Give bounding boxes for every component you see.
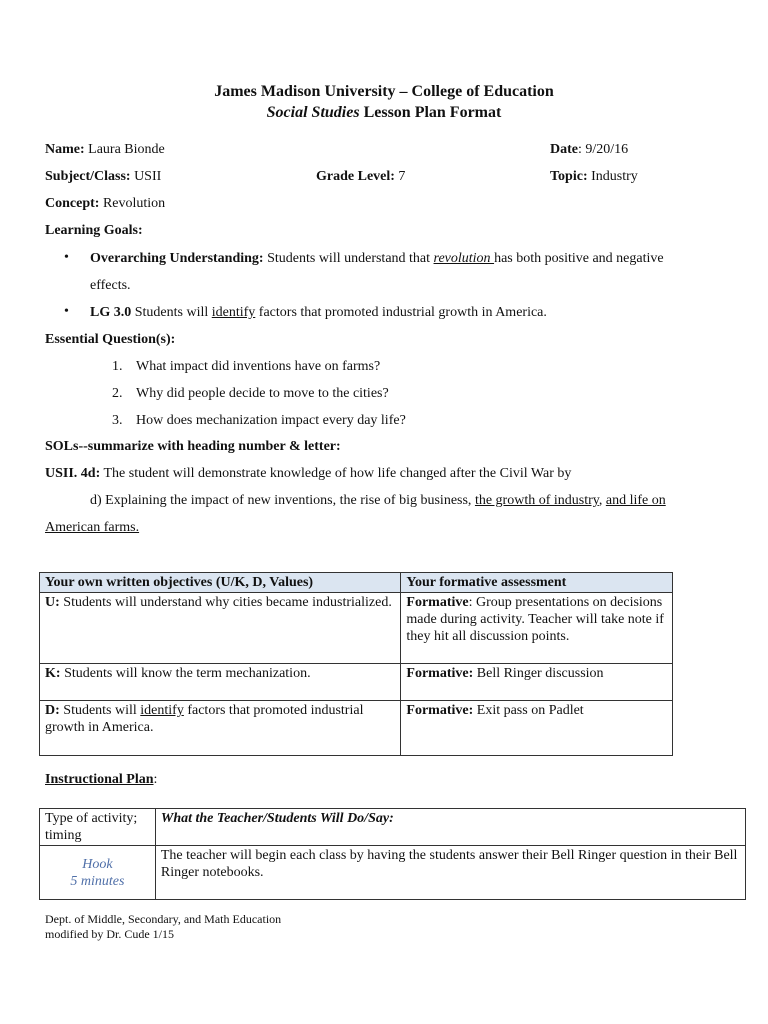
bullet-icon: • [64, 304, 69, 319]
assessment-text: Bell Ringer discussion [473, 666, 604, 681]
instructional-plan-heading [45, 772, 157, 788]
question-number: 2. [112, 386, 123, 401]
objective-label: U: [45, 595, 60, 610]
instructional-plan-colon: : [153, 772, 158, 787]
instructional-plan-title: Instructional Plan [45, 772, 154, 787]
learning-goals-heading: Learning Goals: [45, 223, 143, 238]
assessment-label: Formative [406, 595, 469, 610]
assessment-text: Exit pass on Padlet [473, 703, 584, 718]
hook-timing: 5 minutes [70, 873, 125, 889]
objective-text: Students will understand why cities became industrialized. [59, 595, 392, 610]
overarching-understanding [90, 251, 664, 267]
question-item [112, 359, 381, 375]
topic-field [550, 169, 638, 185]
overarching-continuation: effects. [90, 278, 131, 293]
lg-emphasis: identify [211, 305, 256, 320]
question-item [112, 413, 406, 429]
grade-value: 7 [394, 169, 406, 184]
objective-label: K: [45, 666, 61, 681]
hook-description-cell: The teacher will begin each class by having the students answer their Bell Ringer question in their Bell Ringer notebooks. [155, 846, 745, 900]
objective-text-end: factors that promoted industrial growth in America. [45, 703, 364, 735]
concept-label: Concept: [45, 196, 100, 211]
subject-field [45, 169, 161, 185]
table-row [40, 701, 673, 756]
instructional-plan-table [39, 808, 746, 900]
sol-subpoint-continuation: American farms. [45, 520, 140, 535]
objectives-column-header: Your own written objectives (U/K, D, Values) [40, 573, 401, 593]
objective-cell [40, 664, 401, 701]
assessment-text: : Group presentations on decisions made during activity. Teacher will take note if they hit all discussion points. [406, 595, 664, 644]
sol-d-underline-1: the growth of industry [474, 493, 599, 508]
activity-type-header: Type of activity; timing [40, 809, 156, 846]
name-label: Name: [45, 142, 85, 157]
question-text: Why did people decide to move to the cities? [136, 386, 389, 401]
sol-code: USII. 4d: [45, 466, 101, 481]
overarching-label: Overarching Understanding: [90, 251, 264, 266]
objective-cell [40, 701, 401, 756]
concept-value: Revolution [99, 196, 166, 211]
subtitle-italic: Social Studies [266, 104, 360, 121]
objective-label: D: [45, 703, 60, 718]
lg-text: Students will [131, 305, 212, 320]
subtitle-rest: Lesson Plan Format [359, 104, 502, 121]
sols-heading: SOLs--summarize with heading number & letter: [45, 439, 341, 454]
footer-modified: modified by Dr. Cude 1/15 [45, 927, 174, 941]
objectives-table [39, 572, 673, 756]
objective-cell [40, 593, 401, 664]
date-field [550, 142, 628, 158]
lg-label: LG 3.0 [90, 305, 132, 320]
assessment-cell [401, 701, 673, 756]
subject-label: Subject/Class: [45, 169, 131, 184]
teacher-students-header: What the Teacher/Students Will Do/Say: [155, 809, 745, 846]
assessment-label: Formative: [406, 666, 474, 681]
assessment-cell [401, 664, 673, 701]
sol-d-underline-2: and life on [605, 493, 666, 508]
grade-field [316, 169, 405, 185]
table-row [40, 846, 746, 900]
table-row [40, 664, 673, 701]
assessment-label: Formative: [406, 703, 474, 718]
table-header-row [40, 809, 746, 846]
assessment-cell [401, 593, 673, 664]
objective-emphasis: identify [140, 703, 184, 718]
sol-d-text: d) Explaining the impact of new inventions, the rise of big business, [90, 493, 475, 508]
concept-field [45, 196, 165, 212]
page-subtitle [0, 104, 768, 122]
hook-activity-cell [40, 846, 156, 900]
question-number: 3. [112, 413, 123, 428]
assessment-column-header: Your formative assessment [401, 573, 673, 593]
sol-subpoint-d [90, 493, 666, 509]
bullet-icon: • [64, 250, 69, 265]
learning-goal-3 [90, 305, 547, 321]
question-text: How does mechanization impact every day life? [136, 413, 406, 428]
date-label: Date [550, 142, 578, 157]
table-row [40, 593, 673, 664]
lg-text-end: factors that promoted industrial growth in America. [255, 305, 547, 320]
topic-value: Industry [587, 169, 638, 184]
footer-department: Dept. of Middle, Secondary, and Math Education [45, 912, 282, 926]
sol-statement [45, 466, 571, 482]
question-number: 1. [112, 359, 123, 374]
topic-label: Topic: [550, 169, 588, 184]
name-field [45, 142, 165, 158]
sol-d-separator: , [598, 493, 606, 508]
grade-label: Grade Level: [316, 169, 395, 184]
sol-text: The student will demonstrate knowledge of how life changed after the Civil War by [100, 466, 572, 481]
name-value: Laura Bionde [84, 142, 165, 157]
essential-questions-heading: Essential Question(s): [45, 332, 176, 347]
date-value: : 9/20/16 [578, 142, 629, 157]
question-item [112, 386, 389, 402]
page-title: James Madison University – College of Education [214, 83, 554, 100]
objective-text: Students will know the term mechanization. [60, 666, 311, 681]
overarching-text: Students will understand that [263, 251, 434, 266]
question-text: What impact did inventions have on farms? [136, 359, 381, 374]
overarching-text-end: has both positive and negative [494, 251, 664, 266]
hook-label: Hook [82, 856, 113, 872]
objective-text: Students will [59, 703, 141, 718]
overarching-emphasis: revolution [433, 251, 495, 266]
subject-value: USII [130, 169, 162, 184]
table-header-row [40, 573, 673, 593]
